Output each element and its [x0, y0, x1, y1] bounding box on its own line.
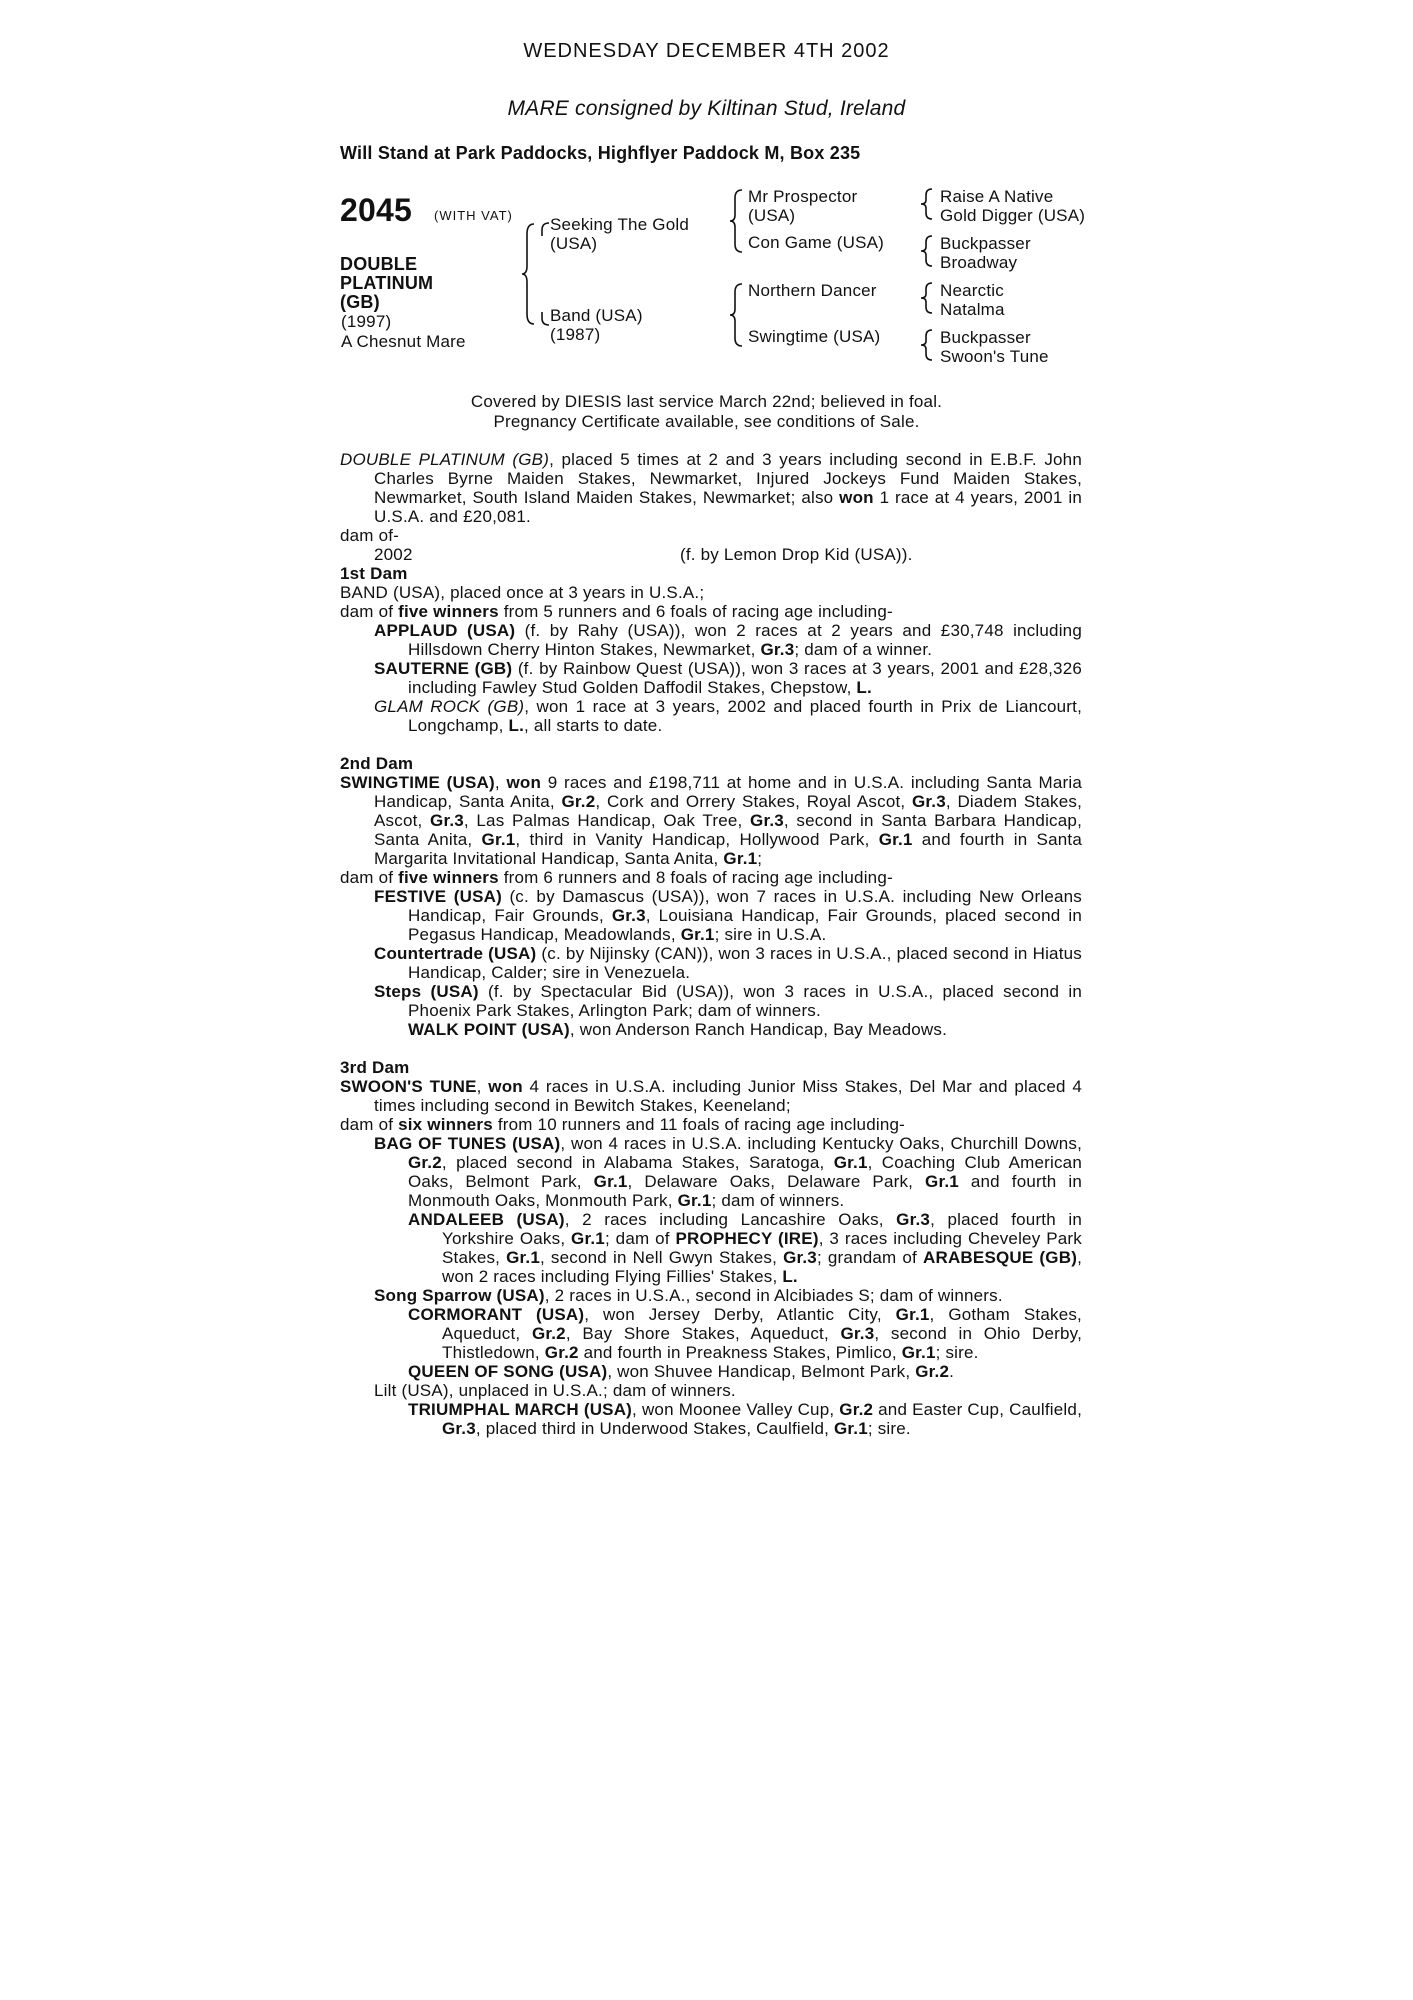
text-run: 1 race at 4 years, 2001 in U.S.A. and £20,081.	[374, 488, 1082, 526]
pedigree-dds: Buckpasser	[940, 328, 1031, 347]
text-run: , third in Vanity Handicap, Hollywood Park,	[515, 830, 879, 849]
consignment-line: MARE consigned by Kiltinan Stud, Ireland	[507, 97, 906, 120]
text-run: from 5 runners and 6 foals of racing age including-	[498, 602, 893, 621]
pedigree-sdd: Broadway	[940, 253, 1018, 272]
text-run: , second in Ohio Derby, Thistledown,	[442, 1324, 1083, 1362]
grade-bold: Gr.3	[760, 640, 795, 659]
lot-number: 2045	[340, 192, 412, 228]
text-run: , second in Santa Barbara Handicap, Santa Anita,	[374, 811, 1082, 849]
catalogue-body	[340, 450, 1082, 1438]
text-run: and Easter Cup, Caulfield,	[873, 1400, 1082, 1419]
text-run: , won 1 race at 3 years, 2002 and placed fourth in Prix de Liancourt, Longchamp,	[408, 697, 1082, 735]
text-run: , Bay Shore Stakes, Aqueduct,	[565, 1324, 841, 1343]
text-run: , won Shuvee Handicap, Belmont Park,	[607, 1362, 916, 1381]
covering-note	[0, 392, 1413, 432]
grade-bold: Gr.2	[408, 1153, 442, 1172]
text-run: , Coaching Club American Oaks, Belmont Park,	[408, 1153, 1082, 1191]
foal-desc: (f. by Lemon Drop Kid (USA)).	[680, 545, 913, 564]
text-run: and fourth in Santa Margarita Invitational Handicap, Santa Anita,	[374, 830, 1082, 868]
won-bold: won	[506, 773, 542, 792]
winners-bold: five winners	[398, 868, 499, 887]
dam-of-line: dam of-	[340, 526, 400, 545]
dam-name: SWOON'S TUNE	[340, 1077, 477, 1096]
grade-bold: Gr.2	[561, 792, 596, 811]
pedigree-brace-dd	[918, 329, 934, 361]
pedigree-sire-line: (USA)	[550, 234, 598, 253]
text-run: , all starts to date.	[524, 716, 663, 735]
progeny-steps	[374, 982, 1082, 1020]
grade-bold: Gr.3	[783, 1248, 817, 1267]
pedigree-ddd: Swoon's Tune	[940, 347, 1049, 366]
pedigree-sd: Con Game (USA)	[748, 233, 885, 252]
text-run: , won Jersey Derby, Atlantic City,	[584, 1305, 896, 1324]
text-run: ; sire in U.S.A.	[714, 925, 827, 944]
text-run: ; sire.	[867, 1419, 911, 1438]
grade-bold: Gr.1	[593, 1172, 628, 1191]
grade-bold: Gr.3	[896, 1210, 931, 1229]
progeny-queen-of-song	[408, 1362, 1082, 1381]
vat-note: (WITH VAT)	[434, 208, 513, 223]
swoons-tune-record: SWOON'S TUNE, won 4 races in U.S.A. including Junior Miss Stakes, Del Mar and placed 4 times including second in Bewitch Stakes, Keeneland;	[340, 1077, 1082, 1115]
text-run: , placed second in Alabama Stakes, Saratoga,	[441, 1153, 834, 1172]
grade-bold: L.	[856, 678, 872, 697]
progeny-glam-rock	[374, 697, 1082, 735]
progeny-name: SAUTERNE (GB)	[374, 659, 513, 678]
pedigree-ssd: Gold Digger (USA)	[940, 206, 1086, 225]
progeny-festive	[374, 887, 1082, 944]
pedigree-sire	[550, 215, 689, 253]
text-run: , won 2 races including Flying Fillies' Stakes,	[442, 1248, 1082, 1286]
horse-year: (1997)	[341, 312, 392, 331]
horse-name-italic: DOUBLE PLATINUM (GB)	[340, 450, 550, 469]
text-run: .	[949, 1362, 955, 1381]
section-heading-2nd-dam: 2nd Dam	[340, 754, 414, 773]
grade-bold: Gr.1	[680, 925, 715, 944]
grade-bold: Gr.2	[915, 1362, 950, 1381]
band-line: BAND (USA), placed once at 3 years in U.S.A.;	[340, 583, 705, 602]
text-run: (c. by Damascus (USA)), won 7 races in U.S.A. including New Orleans Handicap, Fair Grounds,	[408, 887, 1082, 925]
swingtime-record: SWINGTIME (USA), won 9 races and £198,711 at home and in U.S.A. including Santa Maria Handicap, Santa Anita, Gr.2, Cork and Orrery Stakes, Royal Ascot, Gr.3, Diadem Stakes, Ascot, Gr.3, Las Palmas Handicap, Oak Tree, Gr.3, second in Santa Barbara Handicap, Santa Anita, Gr.1, third in Vanity Handicap, Hollywood Park, Gr.1 and fourth in Santa Margarita Invitational Handicap, Santa Anita, Gr.1;	[340, 773, 1082, 868]
pedigree-brace-main	[520, 222, 540, 326]
progeny-walk-point	[408, 1020, 1082, 1039]
progeny-name: ARABESQUE (GB)	[923, 1248, 1078, 1267]
progeny-name: GLAM ROCK (GB)	[374, 697, 525, 716]
spacer	[340, 735, 1082, 754]
swingtime-dam-of	[340, 868, 1082, 887]
grade-bold: Gr.1	[481, 830, 516, 849]
pedigree-ss-line: Mr Prospector	[748, 187, 858, 206]
pedigree-brace-dam-bot	[538, 312, 550, 326]
text-run: , won Anderson Ranch Handicap, Bay Meadows.	[569, 1020, 948, 1039]
text-run: 4 races in U.S.A. including Junior Miss Stakes, Del Mar and placed 4 times including second in Bewitch Stakes, Keeneland;	[374, 1077, 1082, 1115]
horse-name-line: PLATINUM	[340, 273, 434, 293]
pedigree-dam-line: (1987)	[550, 325, 601, 344]
grade-bold: Gr.1	[723, 849, 758, 868]
grade-bold: Gr.1	[833, 1153, 868, 1172]
text-run: and fourth in Preakness Stakes, Pimlico,	[578, 1343, 902, 1362]
covering-line: Covered by DIESIS last service March 22nd; believed in foal.	[470, 392, 943, 411]
pedigree-brace-dam	[728, 282, 744, 348]
grade-bold: Gr.3	[611, 906, 646, 925]
text-run: , 2 races in U.S.A., second in Alcibiades S; dam of winners.	[544, 1286, 1003, 1305]
progeny-andaleeb	[408, 1210, 1082, 1286]
dam-name: SWINGTIME (USA)	[340, 773, 495, 792]
progeny-cormorant	[408, 1305, 1082, 1362]
grade-bold: Gr.3	[442, 1419, 476, 1438]
horse-name-line: DOUBLE	[340, 254, 418, 274]
text-run: dam of	[340, 868, 399, 887]
grade-bold: Gr.1	[571, 1229, 605, 1248]
text-run: dam of	[340, 1115, 399, 1134]
winners-bold: five winners	[398, 602, 499, 621]
pedigree-ss-line: (USA)	[748, 206, 796, 225]
grade-bold: Gr.1	[506, 1248, 540, 1267]
text-run: from 6 runners and 8 foals of racing age including-	[498, 868, 893, 887]
text-run: ; grandam of	[816, 1248, 923, 1267]
text-run: , won 4 races in U.S.A. including Kentucky Oaks, Churchill Downs,	[560, 1134, 1083, 1153]
grade-bold: Gr.1	[878, 830, 913, 849]
progeny-lilt: Lilt (USA), unplaced in U.S.A.; dam of winners.	[374, 1381, 736, 1400]
text-run: , won Moonee Valley Cup,	[632, 1400, 840, 1419]
spacer	[340, 1039, 1082, 1058]
progeny-name: Song Sparrow (USA)	[374, 1286, 545, 1305]
text-run: , placed 5 times at 2 and 3 years including second in E.B.F. John Charles Byrne Maiden Stakes, Newmarket, Injured Jockeys Fund Maiden Stakes, Newmarket, South Island Maiden Stakes, Newmarket; also	[374, 450, 1082, 507]
pedigree-dsd: Natalma	[940, 300, 1005, 319]
pedigree-brace-ss	[918, 188, 934, 220]
text-run: , 2 races including Lancashire Oaks,	[564, 1210, 897, 1229]
grade-bold: Gr.1	[925, 1172, 959, 1191]
text-run: , Cork and Orrery Stakes, Royal Ascot,	[595, 792, 912, 811]
progeny-name: QUEEN OF SONG (USA)	[408, 1362, 608, 1381]
progeny-name: TRIUMPHAL MARCH (USA)	[408, 1400, 633, 1419]
text-run: , Louisiana Handicap, Fair Grounds, placed second in Pegasus Handicap, Meadowlands,	[408, 906, 1082, 944]
section-heading-1st-dam: 1st Dam	[340, 564, 408, 583]
text-run: , placed fourth in Yorkshire Oaks,	[442, 1210, 1082, 1248]
grade-bold: L.	[508, 716, 525, 735]
text-run: 9 races and £198,711 at home and in U.S.A. including Santa Maria Handicap, Santa Anita,	[374, 773, 1082, 811]
grade-bold: Gr.3	[911, 792, 946, 811]
horse-details	[341, 312, 466, 352]
pedigree-ss	[748, 187, 857, 225]
pedigree-dss: Nearctic	[940, 281, 1004, 300]
won-bold: won	[839, 488, 874, 507]
pedigree-dd: Swingtime (USA)	[748, 327, 881, 346]
grade-bold: Gr.1	[901, 1343, 936, 1362]
winners-bold: six winners	[398, 1115, 493, 1134]
band-dam-of	[340, 602, 1082, 621]
grade-bold: Gr.3	[840, 1324, 875, 1343]
pedigree-dam-line: Band (USA)	[550, 306, 643, 325]
text-run: , second in Nell Gwyn Stakes,	[540, 1248, 784, 1267]
progeny-countertrade	[374, 944, 1082, 982]
text-run: (c. by Nijinsky (CAN)), won 3 races in U.S.A., placed second in Hiatus Handicap, Calder; sire in Venezuela.	[408, 944, 1082, 982]
text-run: , 3 races including Cheveley Park Stakes,	[442, 1229, 1082, 1267]
pedigree-brace-sd	[918, 235, 934, 267]
pedigree-sds: Buckpasser	[940, 234, 1031, 253]
text-run: ; sire.	[935, 1343, 979, 1362]
text-run: ; dam of winners.	[711, 1191, 845, 1210]
pedigree-dam	[550, 306, 643, 344]
progeny-name: FESTIVE (USA)	[374, 887, 502, 906]
progeny-triumphal-march	[408, 1400, 1082, 1438]
progeny-name: Steps (USA)	[374, 982, 479, 1001]
swoons-tune-dam-of	[340, 1115, 1082, 1134]
text-run: from 10 runners and 11 foals of racing age including-	[492, 1115, 906, 1134]
pedigree-brace-sire	[728, 188, 744, 254]
progeny-sauterne	[374, 659, 1082, 697]
text-run: ; dam of	[604, 1229, 676, 1248]
text-run: (f. by Spectacular Bid (USA)), won 3 races in U.S.A., placed second in Phoenix Park Stakes, Arlington Park; dam of winners.	[408, 982, 1082, 1020]
progeny-applaud	[374, 621, 1082, 659]
grade-bold: Gr.2	[531, 1324, 566, 1343]
progeny-name: BAG OF TUNES (USA)	[374, 1134, 561, 1153]
horse-name	[340, 255, 490, 312]
text-run: , Las Palmas Handicap, Oak Tree,	[463, 811, 751, 830]
pedigree-sire-line: Seeking The Gold	[550, 215, 689, 234]
progeny-name: Countertrade (USA)	[374, 944, 537, 963]
pedigree-brace-ds	[918, 282, 934, 314]
text-run: and fourth in Monmouth Oaks, Monmouth Park,	[408, 1172, 1083, 1210]
won-bold: won	[488, 1077, 523, 1096]
pedigree-sss: Raise A Native	[940, 187, 1054, 206]
text-run: , Diadem Stakes, Ascot,	[374, 792, 1082, 830]
progeny-name: CORMORANT (USA)	[408, 1305, 585, 1324]
pedigree-brace-sire-top	[538, 222, 550, 236]
grade-bold: Gr.1	[833, 1419, 868, 1438]
progeny-bag-of-tunes	[374, 1134, 1082, 1210]
covering-line: Pregnancy Certificate available, see conditions of Sale.	[493, 412, 920, 431]
grade-bold: Gr.3	[430, 811, 464, 830]
grade-bold: Gr.1	[895, 1305, 930, 1324]
grade-bold: Gr.1	[677, 1191, 712, 1210]
foal-year: 2002	[374, 545, 413, 564]
grade-bold: Gr.2	[544, 1343, 579, 1362]
horse-description: A Chesnut Mare	[341, 332, 466, 351]
text-run: ; dam of a winner.	[794, 640, 933, 659]
stand-location: Will Stand at Park Paddocks, Highflyer Paddock M, Box 235	[340, 143, 861, 163]
text-run: ;	[757, 849, 763, 868]
text-run: , Delaware Oaks, Delaware Park,	[627, 1172, 926, 1191]
text-run: , placed third in Underwood Stakes, Caulfield,	[475, 1419, 834, 1438]
text-run: (f. by Rainbow Quest (USA)), won 3 races at 3 years, 2001 and £28,326 including Fawley Stud Golden Daffodil Stakes, Chepstow,	[408, 659, 1083, 697]
grade-bold: Gr.2	[839, 1400, 874, 1419]
section-heading-3rd-dam: 3rd Dam	[340, 1058, 410, 1077]
grade-bold: Gr.3	[750, 811, 784, 830]
grade-bold: L.	[782, 1267, 798, 1286]
text-run: (f. by Rahy (USA)), won 2 races at 2 years and £30,748 including Hillsdown Cherry Hinton Stakes, Newmarket,	[408, 621, 1082, 659]
progeny-song-sparrow	[374, 1286, 1082, 1305]
foal-line	[340, 545, 1082, 564]
produce-record	[340, 450, 1082, 526]
progeny-name: WALK POINT (USA)	[408, 1020, 570, 1039]
progeny-name: PROPHECY (IRE)	[675, 1229, 819, 1248]
text-run: dam of	[340, 602, 399, 621]
progeny-name: APPLAUD (USA)	[374, 621, 516, 640]
pedigree-ds: Northern Dancer	[748, 281, 877, 300]
progeny-name: ANDALEEB (USA)	[408, 1210, 565, 1229]
text-run: , Gotham Stakes, Aqueduct,	[442, 1305, 1082, 1343]
sale-date: WEDNESDAY DECEMBER 4TH 2002	[523, 40, 890, 62]
horse-name-line: (GB)	[340, 292, 380, 312]
